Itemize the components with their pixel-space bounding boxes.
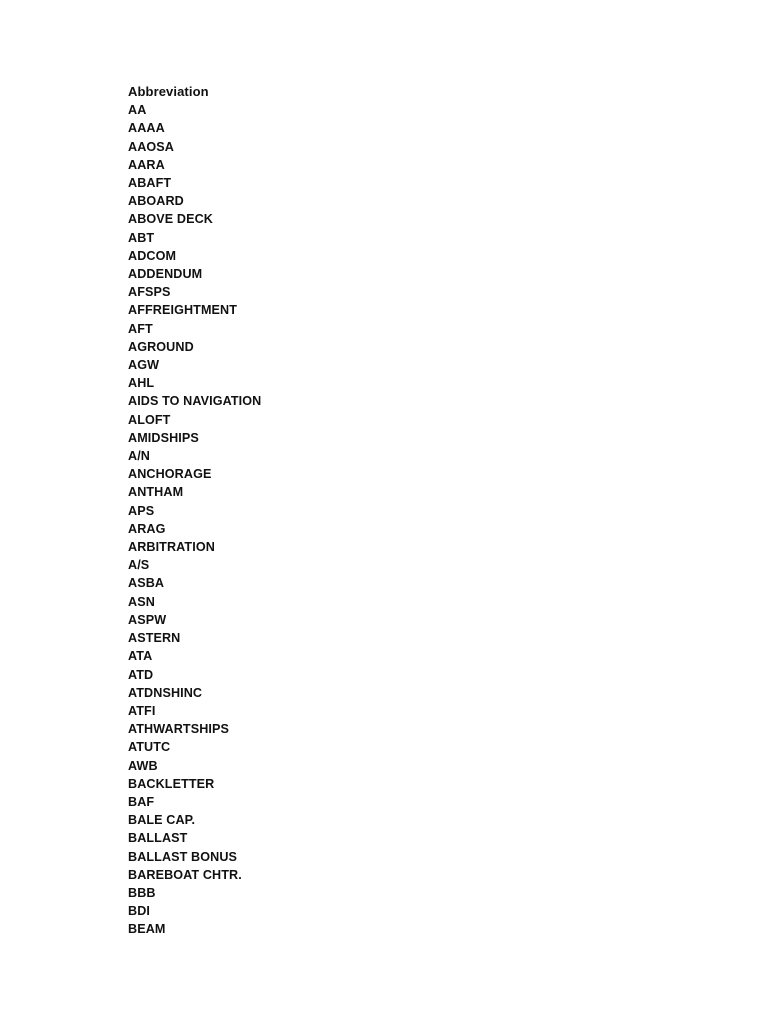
abbreviation-item: AFFREIGHTMENT: [128, 303, 238, 318]
abbreviation-item: ARAG: [128, 521, 166, 536]
abbreviation-item: ATA: [128, 649, 153, 664]
abbreviation-item: ADCOM: [128, 248, 177, 263]
abbreviation-item: AARA: [128, 157, 165, 172]
abbreviation-item: ANCHORAGE: [128, 467, 212, 482]
abbreviation-item: BALE CAP.: [128, 813, 196, 828]
abbreviation-item: ADDENDUM: [128, 267, 203, 282]
abbreviation-item: BBB: [128, 885, 156, 900]
abbreviation-item: ATUTC: [128, 740, 171, 755]
abbreviation-item: ATHWARTSHIPS: [128, 722, 230, 737]
abbreviation-item: ABT: [128, 230, 155, 245]
abbreviation-heading: Abbreviation: [128, 84, 209, 99]
abbreviation-item: AFT: [128, 321, 153, 336]
abbreviation-item: AHL: [128, 376, 155, 391]
abbreviation-item: AFSPS: [128, 285, 171, 300]
abbreviation-item: BEAM: [128, 922, 166, 937]
abbreviation-item: ABOARD: [128, 194, 184, 209]
abbreviation-item: ABAFT: [128, 176, 172, 191]
abbreviation-item: AWB: [128, 758, 158, 773]
abbreviation-item: ANTHAM: [128, 485, 184, 500]
abbreviation-item: ASTERN: [128, 631, 181, 646]
abbreviation-item: A/S: [128, 558, 150, 573]
abbreviation-item: AAOSA: [128, 139, 174, 154]
abbreviation-item: BAREBOAT CHTR.: [128, 867, 242, 882]
abbreviation-item: AGW: [128, 358, 160, 373]
abbreviation-item: ATDNSHINC: [128, 685, 203, 700]
abbreviation-item: ASPW: [128, 612, 167, 627]
abbreviation-item: AIDS TO NAVIGATION: [128, 394, 262, 409]
abbreviation-item: ASN: [128, 594, 155, 609]
abbreviation-list: [128, 83, 261, 939]
abbreviation-item: ARBITRATION: [128, 540, 215, 555]
abbreviation-item: BACKLETTER: [128, 776, 215, 791]
abbreviation-item: ALOFT: [128, 412, 171, 427]
abbreviation-item: APS: [128, 503, 155, 518]
abbreviation-item: AGROUND: [128, 339, 194, 354]
abbreviation-item: ATD: [128, 667, 154, 682]
abbreviation-item: ASBA: [128, 576, 165, 591]
abbreviation-item: BALLAST: [128, 831, 188, 846]
abbreviation-item: ATFI: [128, 703, 156, 718]
abbreviation-item: BALLAST BONUS: [128, 849, 238, 864]
abbreviation-item: ABOVE DECK: [128, 212, 213, 227]
abbreviation-item: AAAA: [128, 121, 165, 136]
abbreviation-item: BDI: [128, 904, 150, 919]
abbreviation-item: BAF: [128, 794, 155, 809]
abbreviation-item: AMIDSHIPS: [128, 430, 199, 445]
abbreviation-item: A/N: [128, 449, 150, 464]
abbreviation-item: AA: [128, 103, 147, 118]
